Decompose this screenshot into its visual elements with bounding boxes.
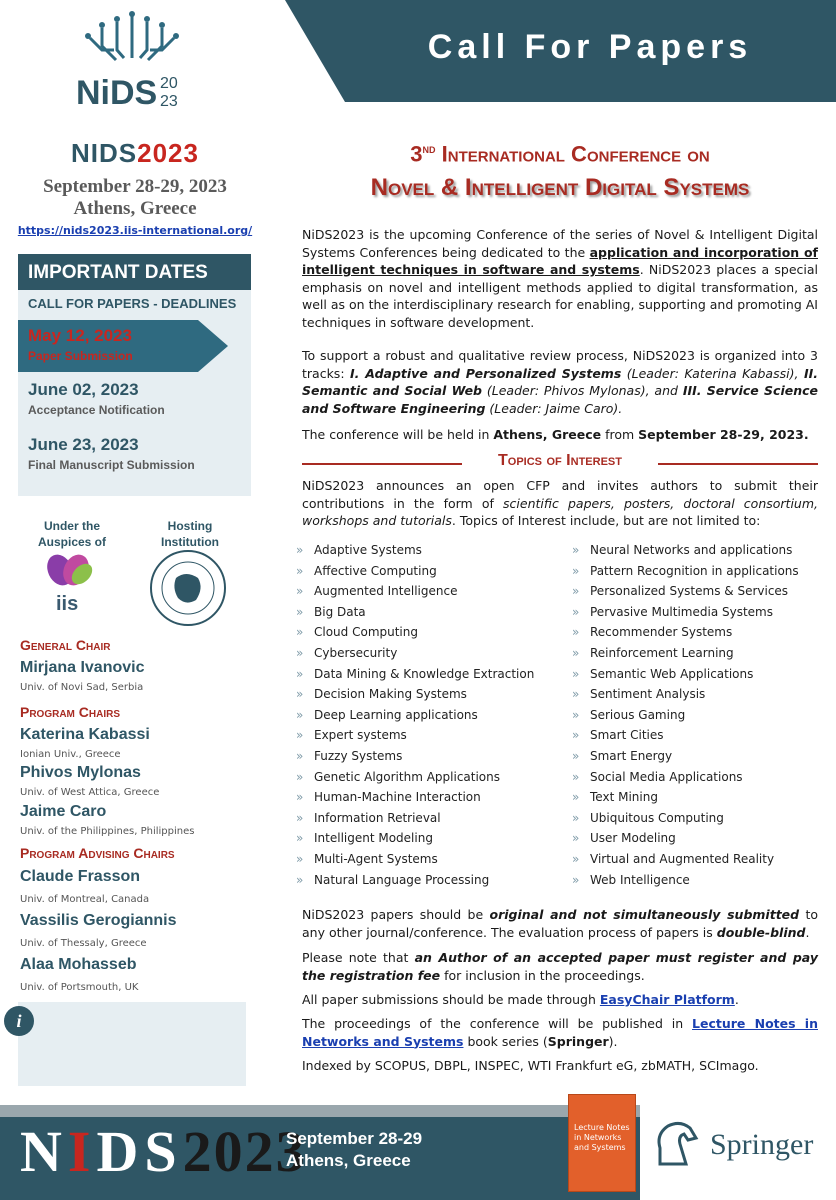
- p8-text-a: The proceedings of the conference will be published in: [302, 1016, 693, 1031]
- p7-text-a: All paper submissions should be made through: [302, 992, 600, 1007]
- date-value: June 23, 2023: [28, 435, 139, 454]
- list-item: » Reinforcement Learning: [572, 643, 799, 664]
- list-item: » Pervasive Multimedia Systems: [572, 602, 799, 623]
- banner-title: Call For Papers: [427, 28, 753, 66]
- logo-year-top: 20: [160, 75, 178, 92]
- chair-affiliation: Univ. of the Philippines, Philippines: [20, 826, 195, 837]
- chair-name: Mirjana Ivanovic: [20, 659, 145, 676]
- springer-logo-text: Springer: [710, 1128, 814, 1161]
- list-item: » Adaptive Systems: [296, 540, 534, 561]
- track-2-leader: (Leader: Phivos Mylonas), and: [482, 383, 683, 398]
- program-chairs-heading: Program Chairs: [20, 704, 121, 720]
- title-line1: International Conference on: [441, 141, 710, 167]
- p5-emphasis: original and not simultaneously submitted: [489, 907, 800, 922]
- p8-text-e: ).: [608, 1033, 618, 1049]
- iis-logo: [42, 552, 98, 614]
- list-item: » Expert systems: [296, 725, 534, 746]
- list-item: » Affective Computing: [296, 561, 534, 582]
- list-item: » Serious Gaming: [572, 705, 799, 726]
- list-item: » Web Intelligence: [572, 870, 799, 891]
- list-item: » Data Mining & Knowledge Extraction: [296, 664, 534, 685]
- submission-paragraph: [302, 991, 818, 1009]
- hosting-label-line1: Hosting: [167, 519, 213, 533]
- info-icon: i: [4, 1006, 34, 1036]
- p3-text-c: from: [601, 427, 639, 442]
- sidebar-url-link[interactable]: https://nids2023.iis-international.org/: [17, 224, 253, 237]
- list-item: » Virtual and Augmented Reality: [572, 849, 799, 870]
- footer-nids-i: I: [67, 1119, 97, 1184]
- list-item: » Recommender Systems: [572, 622, 799, 643]
- review-type: double-blind: [716, 924, 806, 940]
- track-1: I. Adaptive and Personalized Systems: [350, 365, 622, 381]
- list-item: » Intelligent Modeling: [296, 828, 534, 849]
- sidebar-nids-part1: NIDS: [71, 138, 138, 168]
- tracks-paragraph: [302, 347, 818, 417]
- list-item: » Personalized Systems & Services: [572, 581, 799, 602]
- chair-affiliation: Univ. of West Attica, Greece: [20, 787, 160, 798]
- chair-affiliation: Univ. of Thessaly, Greece: [20, 938, 147, 949]
- hosting-label: [144, 518, 236, 550]
- chair-name: Jaime Caro: [20, 803, 107, 820]
- list-item: » Cybersecurity: [296, 643, 534, 664]
- footer-place-line: Athens, Greece: [286, 1151, 411, 1170]
- springer-horse-icon: [646, 1114, 706, 1174]
- advising-chairs-heading: Program Advising Chairs: [20, 845, 175, 861]
- topics-list-left: [296, 540, 534, 890]
- p5-text-c: to any other journal/conference. The evaluation process of papers is: [302, 907, 818, 940]
- sidebar-dates: [0, 176, 270, 220]
- track-3: III. Service Science and Software Engineering: [302, 383, 818, 416]
- p4-text-c: . Topics of Interest include, but are not limited to:: [451, 513, 761, 528]
- list-item: » Multi-Agent Systems: [296, 849, 534, 870]
- list-item: » Natural Language Processing: [296, 870, 534, 891]
- footer-nids-logo: [20, 1117, 307, 1187]
- title-line2: Novel & Intelligent Digital Systems: [370, 174, 750, 202]
- originality-paragraph: [302, 906, 818, 941]
- publisher-name: Springer: [547, 1033, 609, 1049]
- sidebar-date-line: September 28-29, 2023: [43, 176, 227, 197]
- p5-text-a: NiDS2023 papers should be: [302, 907, 490, 922]
- info-box: [18, 1002, 246, 1086]
- chair-name: Alaa Mohasseb: [20, 956, 137, 973]
- registration-paragraph: [302, 949, 818, 984]
- conference-title: [300, 132, 820, 205]
- venue-city: Athens, Greece: [493, 427, 602, 442]
- list-item: » Decision Making Systems: [296, 684, 534, 705]
- list-item: » Social Media Applications: [572, 767, 799, 788]
- track-2: II. Semantic and Social Web: [302, 365, 818, 398]
- auspices-label: [26, 518, 118, 550]
- p4-text-a: NiDS2023 announces an open CFP and invites authors to submit their contributions in the form of: [302, 478, 818, 511]
- list-item: » User Modeling: [572, 828, 799, 849]
- footer-nids-n: N: [20, 1119, 68, 1184]
- topics-heading-row: [302, 452, 818, 474]
- date-value: June 02, 2023: [28, 380, 139, 399]
- chair-affiliation: Ionian Univ., Greece: [20, 749, 121, 760]
- chair-affiliation: Univ. of Novi Sad, Serbia: [20, 682, 144, 693]
- list-item: » Text Mining: [572, 787, 799, 808]
- easychair-link[interactable]: EasyChair Platform: [599, 992, 735, 1007]
- sidebar: [0, 0, 270, 1105]
- list-item: » Fuzzy Systems: [296, 746, 534, 767]
- proceedings-paragraph: [302, 1015, 818, 1050]
- list-item: » Smart Cities: [572, 725, 799, 746]
- p5-text-e: .: [805, 924, 810, 940]
- date-value: May 12, 2023: [28, 326, 132, 345]
- date-label: Final Manuscript Submission: [28, 458, 195, 472]
- auspices-label-line2: Auspices of: [37, 535, 106, 549]
- track-3-leader: (Leader: Jaime Caro).: [485, 400, 623, 416]
- track-1-leader: (Leader: Katerina Kabassi),: [621, 365, 804, 381]
- p7-text-c: .: [734, 992, 739, 1007]
- lnns-link[interactable]: Lecture Notes in Networks and Systems: [302, 1016, 818, 1049]
- important-dates-subtitle: CALL FOR PAPERS - DEADLINES: [28, 296, 237, 311]
- lnns-book-cover: [568, 1094, 636, 1192]
- indexing-paragraph: Indexed by SCOPUS, DBPL, INSPEC, WTI Frankfurt eG, zbMATH, SCImago.: [302, 1058, 759, 1073]
- list-item: » Big Data: [296, 602, 534, 623]
- list-item: » Cloud Computing: [296, 622, 534, 643]
- important-dates-title: IMPORTANT DATES: [18, 254, 251, 290]
- footer-nids-ds: DS: [96, 1119, 183, 1184]
- submission-types: scientific papers, posters, doctoral consortium, workshops and tutorials: [302, 495, 818, 528]
- p1-emphasis: application and incorporation of intelligent techniques in software and systems: [302, 244, 818, 277]
- registration-requirement: an Author of an accepted paper must register and pay the registration fee: [302, 950, 818, 983]
- chair-name: Phivos Mylonas: [20, 764, 141, 781]
- university-seal: [148, 548, 228, 628]
- list-item: » Semantic Web Applications: [572, 664, 799, 685]
- list-item: » Sentiment Analysis: [572, 684, 799, 705]
- date-label: Acceptance Notification: [28, 403, 165, 417]
- cfp-paragraph: [302, 477, 818, 530]
- general-chair-heading: General Chair: [20, 637, 111, 653]
- list-item: » Deep Learning applications: [296, 705, 534, 726]
- chair-affiliation: Univ. of Portsmouth, UK: [20, 982, 139, 993]
- date-item: [28, 380, 165, 417]
- list-item: » Smart Energy: [572, 746, 799, 767]
- p8-text-c: book series (: [463, 1033, 548, 1049]
- list-item: » Information Retrieval: [296, 808, 534, 829]
- date-item: [28, 435, 195, 472]
- chair-name: Vassilis Gerogiannis: [20, 912, 177, 929]
- p6-text-a: Please note that: [302, 950, 415, 965]
- hosting-label-line2: Institution: [161, 535, 219, 549]
- nids-logo: [72, 8, 192, 113]
- list-item: » Ubiquitous Computing: [572, 808, 799, 829]
- topics-title: Topics of Interest: [498, 452, 622, 469]
- footer-date: [286, 1128, 422, 1172]
- logo-year-bottom: 23: [160, 93, 178, 110]
- date-item: [28, 326, 133, 363]
- list-item: » Pattern Recognition in applications: [572, 561, 799, 582]
- list-item: » Genetic Algorithm Applications: [296, 767, 534, 788]
- intro-paragraph: [302, 226, 818, 331]
- list-item: » Augmented Intelligence: [296, 581, 534, 602]
- topics-list-right: [572, 540, 799, 890]
- chair-affiliation: Univ. of Montreal, Canada: [20, 894, 150, 905]
- auspices-label-line1: Under the: [43, 519, 100, 533]
- p6-text-c: for inclusion in the proceedings.: [440, 967, 645, 983]
- book-title: Lecture Notes in Networks and Systems: [574, 1123, 630, 1152]
- sidebar-place-line: Athens, Greece: [73, 198, 197, 219]
- footer-nids-year: 2023: [182, 1119, 307, 1184]
- p3-text-a: The conference will be held in: [302, 427, 494, 442]
- p1-text-a: NiDS2023 is the upcoming Conference of the series of Novel & Intelligent Digital Systems Conferences being dedicated to the: [302, 227, 818, 260]
- chair-name: Katerina Kabassi: [20, 726, 150, 743]
- chair-name: Claude Frasson: [20, 868, 141, 885]
- list-item: » Human-Machine Interaction: [296, 787, 534, 808]
- title-superscript: nd: [422, 141, 436, 156]
- p2-text-a: To support a robust and qualitative review process, NiDS2023 is organized into 3 tracks:: [302, 348, 818, 381]
- title-number: 3: [410, 141, 423, 167]
- p1-text-c: . NiDS2023 places a special emphasis on novel and intelligent methods applied to digital transformation, as well as on the interdisciplinary research for enabling, supporting and promoting AI techniques in software development.: [302, 262, 818, 330]
- list-item: » Neural Networks and applications: [572, 540, 799, 561]
- sidebar-nids-part2: 2023: [137, 138, 199, 168]
- sidebar-nids-title: [0, 138, 270, 169]
- venue-dates: September 28-29, 2023.: [638, 427, 809, 442]
- footer-date-line: September 28-29: [286, 1129, 423, 1148]
- venue-paragraph: [302, 426, 818, 444]
- logo-text: NiDS: [76, 74, 158, 112]
- iis-logo-text: iis: [56, 593, 79, 614]
- date-label: Paper Submission: [28, 349, 133, 363]
